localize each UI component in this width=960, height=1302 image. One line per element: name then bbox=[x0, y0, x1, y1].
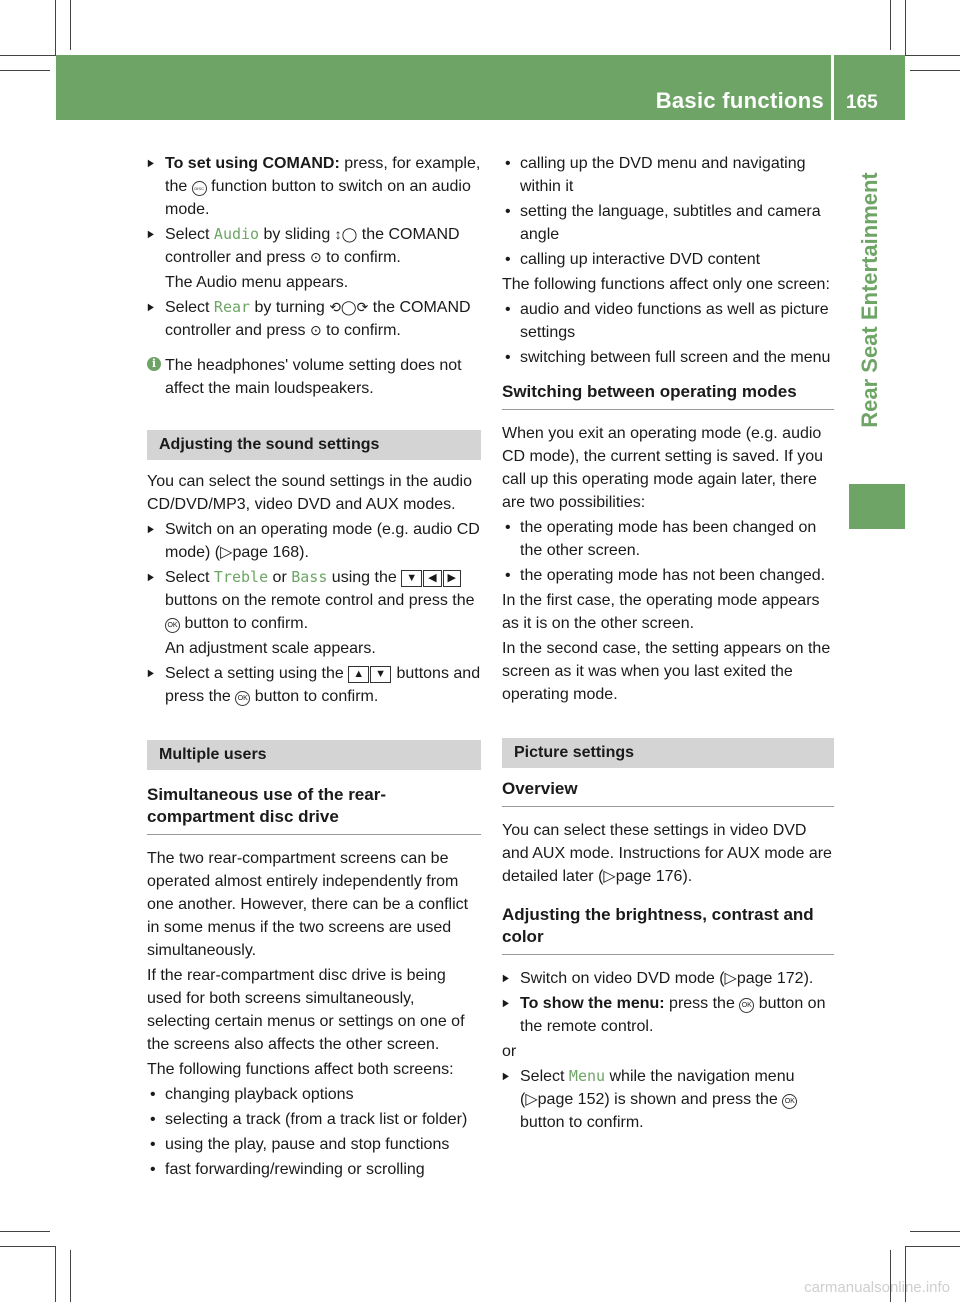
list-item: • selecting a track (from a track list or folder) bbox=[147, 1108, 481, 1131]
ok-button-icon: OK bbox=[782, 1094, 797, 1109]
paragraph: You can select these settings in video DVD and AUX mode. Instructions for AUX mode are detailed later (▷page 176). bbox=[502, 822, 832, 885]
list-item: • the operating mode has been changed on the other screen. bbox=[502, 516, 834, 562]
crop-mark bbox=[70, 1250, 71, 1302]
disc-button-icon: DISC bbox=[192, 181, 207, 196]
menu-item-bass: Bass bbox=[291, 568, 328, 586]
crop-mark bbox=[910, 70, 960, 71]
instruction-step: ▶ To set using COMAND: press, for example, the DISC function button to switch on an audio mode. bbox=[147, 152, 481, 221]
slide-controller-icon: ↕◯ bbox=[334, 226, 358, 242]
ok-button-icon: OK bbox=[739, 998, 754, 1013]
page-ref-icon: ▷ bbox=[525, 1091, 538, 1108]
paragraph: The following functions affect only one screen: bbox=[502, 276, 830, 293]
menu-item-treble: Treble bbox=[213, 568, 269, 586]
down-button-icon: ▼ bbox=[401, 570, 422, 587]
crop-mark bbox=[0, 1246, 56, 1247]
paragraph: In the second case, the setting appears on the screen as it was when you last exited the operating mode. bbox=[502, 640, 831, 703]
left-column bbox=[147, 152, 481, 1183]
crop-mark bbox=[905, 0, 906, 55]
subsection-heading: Overview bbox=[502, 778, 834, 807]
paragraph: In the first case, the operating mode appears as it is on the other screen. bbox=[502, 592, 820, 632]
right-column bbox=[502, 152, 834, 1136]
crop-mark bbox=[70, 0, 71, 50]
menu-item-audio: Audio bbox=[213, 225, 260, 243]
list-item: • calling up interactive DVD content bbox=[502, 248, 834, 271]
header-separator bbox=[831, 55, 834, 120]
info-icon: i bbox=[147, 357, 161, 371]
page-ref-icon: ▷ bbox=[724, 970, 737, 987]
list-item: • the operating mode has not been changed. bbox=[502, 564, 834, 587]
side-tab-label: Rear Seat Entertainment bbox=[857, 172, 882, 428]
right-button-icon: ▶ bbox=[443, 570, 461, 587]
crop-mark bbox=[0, 70, 50, 71]
menu-item-menu: Menu bbox=[568, 1067, 606, 1085]
side-tab-marker bbox=[849, 484, 905, 529]
paragraph: You can select the sound settings in the audio CD/DVD/MP3, video DVD and AUX modes. bbox=[147, 473, 472, 513]
section-heading: Adjusting the sound settings bbox=[147, 430, 481, 460]
instruction-step: ▶ Select Treble or Bass using the ▼ ◀ ▶ buttons on the remote control and press the OK button to confirm. bbox=[147, 566, 481, 635]
crop-mark bbox=[905, 55, 960, 56]
subsection-heading: Simultaneous use of the rear-compartment disc drive bbox=[147, 784, 481, 835]
paragraph: The two rear-compartment screens can be operated almost entirely independently from one another. However, there can be a conflict in some menus if the two screens are used simultaneously. bbox=[147, 850, 469, 959]
instruction-step: ▶ To show the menu: press the OK button on the remote control. bbox=[502, 992, 834, 1038]
list-item: • audio and video functions as well as picture settings bbox=[502, 298, 834, 344]
section-heading: Multiple users bbox=[147, 740, 481, 770]
up-button-icon: ▲ bbox=[348, 666, 369, 683]
crop-mark bbox=[890, 0, 891, 50]
left-button-icon: ◀ bbox=[423, 570, 441, 587]
info-note: i The headphones' volume setting does not affect the main loudspeakers. bbox=[147, 354, 481, 400]
list-item: • using the play, pause and stop functions bbox=[147, 1133, 481, 1156]
paragraph: If the rear-compartment disc drive is being used for both screens simultaneously, selecting certain menus or settings on one of the screens also affects the other screen. bbox=[147, 967, 465, 1053]
press-controller-icon: ⊙ bbox=[309, 322, 322, 338]
page-ref-icon: ▷ bbox=[220, 544, 233, 561]
crop-mark bbox=[55, 1246, 56, 1302]
result-text: The Audio menu appears. bbox=[165, 274, 349, 291]
crop-mark bbox=[905, 1246, 960, 1247]
subsection-heading: Adjusting the brightness, contrast and color bbox=[502, 904, 834, 955]
page-header-title: Basic functions bbox=[655, 88, 824, 113]
paragraph: The following functions affect both screens: bbox=[147, 1061, 454, 1078]
list-item: • calling up the DVD menu and navigating within it bbox=[502, 152, 834, 198]
instruction-step: ▶ Select Audio by sliding ↕◯ the COMAND controller and press ⊙ to confirm. bbox=[147, 223, 481, 269]
instruction-step: ▶ Select Rear by turning ⟲◯⟳ the COMAND controller and press ⊙ to confirm. bbox=[147, 296, 481, 342]
list-item: • switching between full screen and the menu bbox=[502, 346, 834, 369]
turn-controller-icon: ⟲◯⟳ bbox=[329, 299, 369, 315]
instruction-step: ▶ Select Menu while the navigation menu (▷page 152) is shown and press the OK button to confirm. bbox=[502, 1065, 834, 1134]
list-item: • fast forwarding/rewinding or scrolling bbox=[147, 1158, 481, 1181]
page-number: 165 bbox=[846, 92, 878, 113]
press-controller-icon: ⊙ bbox=[309, 249, 322, 265]
instruction-step: ▶ Switch on video DVD mode (▷page 172). bbox=[502, 967, 834, 990]
crop-mark bbox=[0, 55, 56, 56]
list-item: • changing playback options bbox=[147, 1083, 481, 1106]
section-heading: Picture settings bbox=[502, 738, 834, 768]
crop-mark bbox=[910, 1231, 960, 1232]
down-button-icon: ▼ bbox=[370, 666, 391, 683]
list-item: • setting the language, subtitles and camera angle bbox=[502, 200, 834, 246]
ok-button-icon: OK bbox=[235, 691, 250, 706]
ok-button-icon: OK bbox=[165, 618, 180, 633]
instruction-step: ▶ Switch on an operating mode (e.g. audio CD mode) (▷page 168). bbox=[147, 518, 481, 564]
watermark: carmanualsonline.info bbox=[804, 1279, 950, 1296]
or-text: or bbox=[502, 1043, 517, 1060]
page-ref-icon: ▷ bbox=[603, 868, 616, 885]
result-text: An adjustment scale appears. bbox=[165, 640, 376, 657]
instruction-step: ▶ Select a setting using the ▲ ▼ buttons and press the OK button to confirm. bbox=[147, 662, 481, 708]
crop-mark bbox=[55, 0, 56, 55]
subsection-heading: Switching between operating modes bbox=[502, 381, 834, 410]
paragraph: When you exit an operating mode (e.g. audio CD mode), the current setting is saved. If you call up this operating mode again later, there are two possibilities: bbox=[502, 425, 824, 511]
menu-item-rear: Rear bbox=[213, 298, 251, 316]
crop-mark bbox=[0, 1231, 50, 1232]
